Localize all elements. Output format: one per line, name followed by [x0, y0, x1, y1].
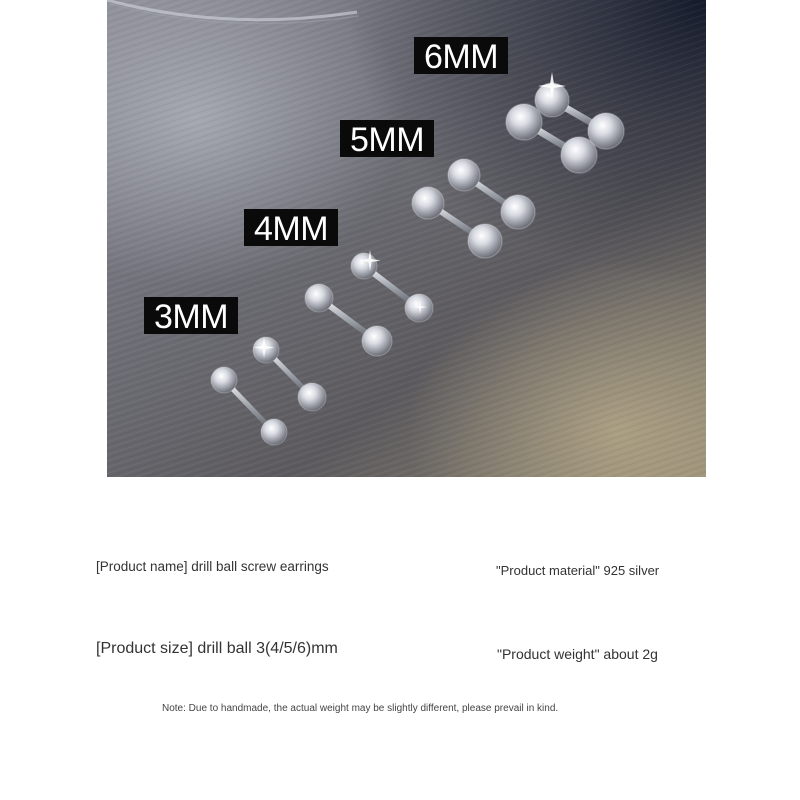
product-material: "Product material" 925 silver [496, 563, 660, 578]
product-weight: "Product weight" about 2g [497, 646, 658, 662]
svg-text:4MM: 4MM [253, 210, 329, 248]
label-3mm [144, 297, 238, 336]
label-5mm [340, 120, 434, 159]
product-name: [Product name] drill ball screw earrings [96, 559, 329, 574]
product-photo [107, 0, 706, 477]
label-4mm [244, 209, 338, 248]
svg-text:5MM: 5MM [349, 121, 425, 159]
svg-text:3MM: 3MM [153, 298, 229, 336]
handmade-note: Note: Due to handmade, the actual weight may be slightly different, please prevail in kind. [162, 703, 559, 714]
label-6mm [414, 37, 508, 76]
product-size: [Product size] drill ball 3(4/5/6)mm [96, 640, 338, 657]
svg-text:6MM: 6MM [423, 38, 499, 76]
